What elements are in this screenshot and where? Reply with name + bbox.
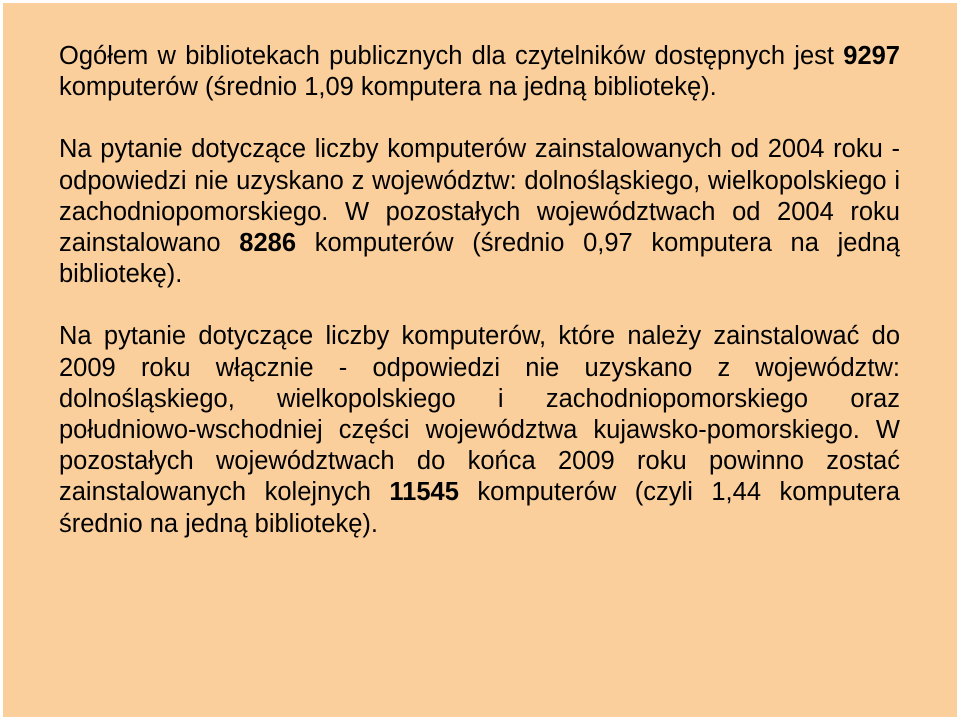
paragraph-total-computers: [59, 41, 900, 103]
paragraph-text: komputerów (czyli 1,44 komputera średnio na jedną bibliotekę).: [59, 478, 900, 538]
computer-count-total: 9297: [843, 42, 900, 70]
paragraph-text: Na pytanie dotyczące liczby komputerów zainstalowanych od 2004 roku - odpowiedzi nie uzyskano z województw: dolnośląskiego, wielkopolskiego i zachodniopomorskiego. W pozostałych województwach od 2004 roku zainstalowano: [59, 135, 900, 258]
paragraph-text: komputerów (średnio 1,09 komputera na jedną bibliotekę).: [59, 73, 717, 102]
text-body: [59, 41, 900, 540]
computer-count-planned: 11545: [389, 478, 459, 507]
paragraph-text: Ogółem w bibliotekach publicznych dla czytelników dostępnych jest: [59, 42, 844, 70]
computer-count-installed: 8286: [239, 229, 297, 258]
paragraph-installed-since-2004: [59, 134, 900, 290]
paragraph-text: komputerów (średnio 0,97 komputera na jedną bibliotekę).: [59, 229, 900, 289]
slide-background: [3, 3, 957, 717]
paragraph-text: Na pytanie dotyczące liczby komputerów, które należy zainstalować do 2009 roku włącznie - odpowiedzi nie uzyskano z województw: dolnośląskiego, wielkopolskiego i zachodniopomorskiego oraz południowo-wschodniej części województwa kujawsko-pomorskiego. W pozostałych województwach do końca 2009 roku powinno zostać zainstalowanych kolejnych: [59, 322, 900, 507]
paragraph-to-install-by-2009: [59, 321, 900, 539]
